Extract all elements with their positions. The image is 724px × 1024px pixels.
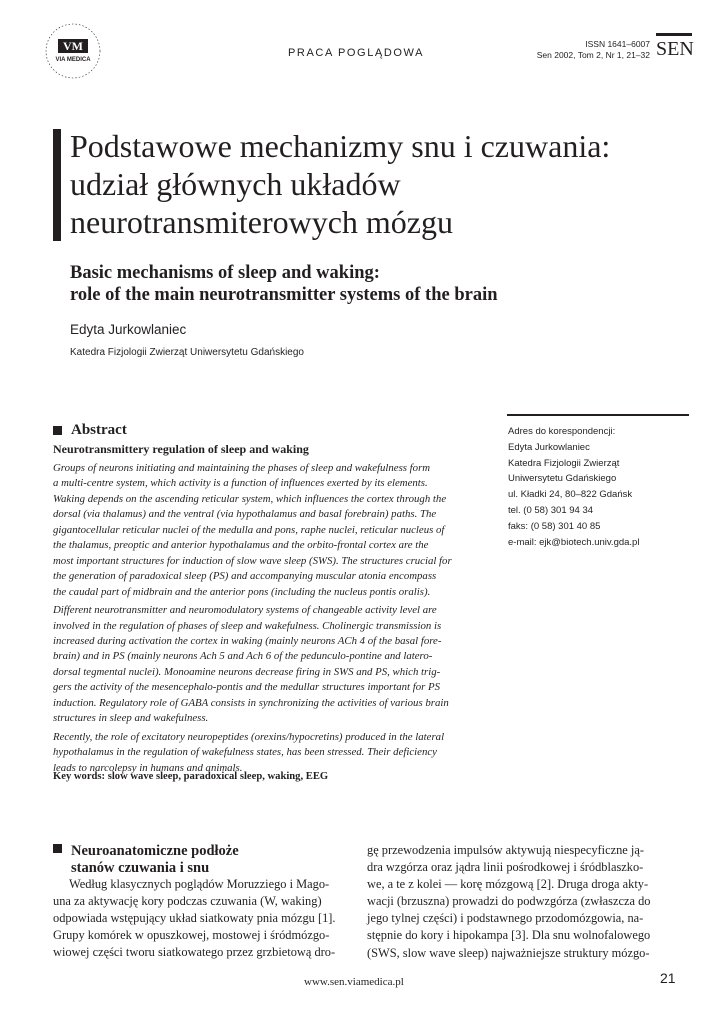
square-bullet-icon [53,844,62,853]
section-heading-line: Neuroanatomiczne podłoże [71,843,239,859]
abstract-subheading: Neurotransmittery regulation of sleep and waking [53,442,309,456]
abstract-line: leads to narcolepsy in humans and animals. [53,761,243,774]
body-line: gę przewodzenia impulsów aktywują niespecyficzne ją- [367,843,644,857]
correspondence-line: Adres do korespondencji: [508,426,616,437]
journal-mark [656,33,692,60]
correspondence-line: ul. Kładki 24, 80–822 Gdańsk [508,489,633,501]
journal-issn [537,39,650,61]
abstract-paragraph [53,603,487,727]
abstract-line: a multi-centre system, which activity is a function of influences exerted by its elements. [53,477,428,490]
abstract-line: induction. Regulatory role of GABA consists in synchronizing the activities of various brain [53,696,449,709]
correspondence-line: faks: (0 58) 301 40 85 [508,520,601,532]
citation-line: Sen 2002, Tom 2, Nr 1, 21–32 [536,50,650,60]
correspondence-rule [507,414,689,416]
abstract-line: increased during activation the cortex in waking (mainly neurons ACh 4 of the basal fore- [53,634,442,647]
section-heading [53,843,239,876]
author-affiliation: Katedra Fizjologii Zwierząt Uniwersytetu Gdańskiego [70,347,304,358]
abstract-line: gigantocellular reticular nuclei of the medulla and pons, raphe nuclei, reticular nucleus of [53,523,445,536]
subtitle-line: Basic mechanisms of sleep and waking: [70,263,380,283]
body-line: wiowej części tworu siatkowatego przez grzbietową dro- [53,945,336,960]
section-heading-line: stanów czuwania i snu [71,859,210,876]
body-line: we, a te z kolei — korę mózgową [2]. Druga droga akty- [367,877,649,892]
title-line: udział głównych układów [70,166,401,202]
body-line: jego tylnej części) i podstawnego przodomózgowia, na- [367,911,644,926]
abstract-paragraph [53,461,487,600]
english-title [70,262,670,306]
abstract-line: involved in the regulation of phases of sleep and wakefulness. Cholinergic transmission is [53,619,442,632]
publisher-logo [44,22,102,80]
body-column-left [53,876,341,961]
title-line: neurotransmiterowych mózgu [70,204,453,240]
correspondence-line: tel. (0 58) 301 94 34 [508,504,594,516]
correspondence-box [508,424,639,550]
body-line: stępnie do kory i hipokampa [3]. Dla snu wolnofalowego [367,928,651,943]
abstract-line: dorsal tegmental nuclei). Monoamine neurons decrease firing in SWS and PS, which trig- [53,665,441,678]
svg-text:VM: VM [63,39,83,53]
body-line: (SWS, slow wave sleep) najważniejsze struktury mózgo- [367,945,650,960]
correspondence-line: Uniwersytetu Gdańskiego [508,473,617,485]
abstract-line: the caudal part of midbrain and the anterior pons (including the nucleus pontis oralis). [53,585,431,598]
abstract-paragraph [53,730,487,776]
journal-url[interactable]: www.sen.viamedica.pl [304,976,404,988]
page-number: 21 [660,970,676,986]
body-line: Według klasycznych poglądów Moruzziego i Mago- [69,877,330,891]
journal-mark-text: SEN [656,38,694,60]
journal-mark-rule [656,33,692,36]
body-line: dra wzgórza oraz jądra linii pośrodkowej i śródblaszko- [367,860,644,875]
abstract-heading [53,422,127,439]
abstract-line: Recently, the role of excitatory neuropeptides (orexins/hypocretins) produced in the lateral [53,730,445,743]
body-column-right [367,842,655,962]
abstract-line: the generation of paradoxical sleep (PS) and accompanying muscular atonia encompass [53,570,437,583]
article-title [70,127,690,241]
body-line: Grupy komórek w opuszkowej, mostowej i śródmózgo- [53,928,330,943]
abstract-line: brain) and in PS (mainly neurons Ach 5 and Ach 6 of the pedunculo-pontine and latero- [53,650,433,663]
email-link[interactable]: e-mail: ejk@biotech.univ.gda.pl [508,536,640,548]
abstract-line: structures in sleep and wakefulness. [53,712,209,725]
abstract-line: the thalamus, preoptic and anterior hypothalamus and the orbito-frontal cortex are the [53,539,429,552]
abstract-line: Groups of neurons initiating and maintaining the phases of sleep and wakefulness form [53,462,431,474]
issn-line: ISSN 1641–6007 [585,39,650,49]
square-bullet-icon [53,426,62,435]
abstract-line: Waking depends on the ascending reticular system, which influences the cortex through the [53,492,447,505]
body-line: odpowiada wstępujący układ siatkowaty pnia mózgu [1]. [53,911,336,926]
svg-text:VIA MEDICA: VIA MEDICA [55,57,91,63]
abstract-body [53,461,487,779]
abstract-line: Different neurotransmitter and neuromodulatory systems of changeable activity level are [53,604,437,617]
correspondence-line: Edyta Jurkowlaniec [508,441,590,453]
author-name: Edyta Jurkowlaniec [70,322,187,337]
subtitle-line: role of the main neurotransmitter systems of the brain [70,285,498,305]
body-line: wacji (brzuszna) prowadzi do podwzgórza (zwłaszcza do [367,894,651,909]
body-line: una za aktywację kory podczas czuwania (W, waking) [53,894,322,909]
abstract-line: dorsal (via thalamus) and the ventral (via hypothalamus and basal forebrain) paths. The [53,508,437,521]
section-label: PRACA POGLĄDOWA [288,47,425,59]
title-line: Podstawowe mechanizmy snu i czuwania: [70,128,611,164]
correspondence-line: Katedra Fizjologii Zwierząt [508,457,620,469]
abstract-line: hypothalamus in the regulation of wakefulness states, has been stressed. Their deficiency [53,746,437,759]
abstract-line: gers the activity of the mesencephalo-pontis and the medullar structures important for PS [53,681,441,694]
abstract-line: most important structures for induction of slow wave sleep (SWS). The structures crucial for [53,554,452,567]
title-accent-bar [53,129,61,241]
keywords: Key words: slow wave sleep, paradoxical sleep, waking, EEG [53,771,329,782]
abstract-heading-text: Abstract [71,422,127,438]
